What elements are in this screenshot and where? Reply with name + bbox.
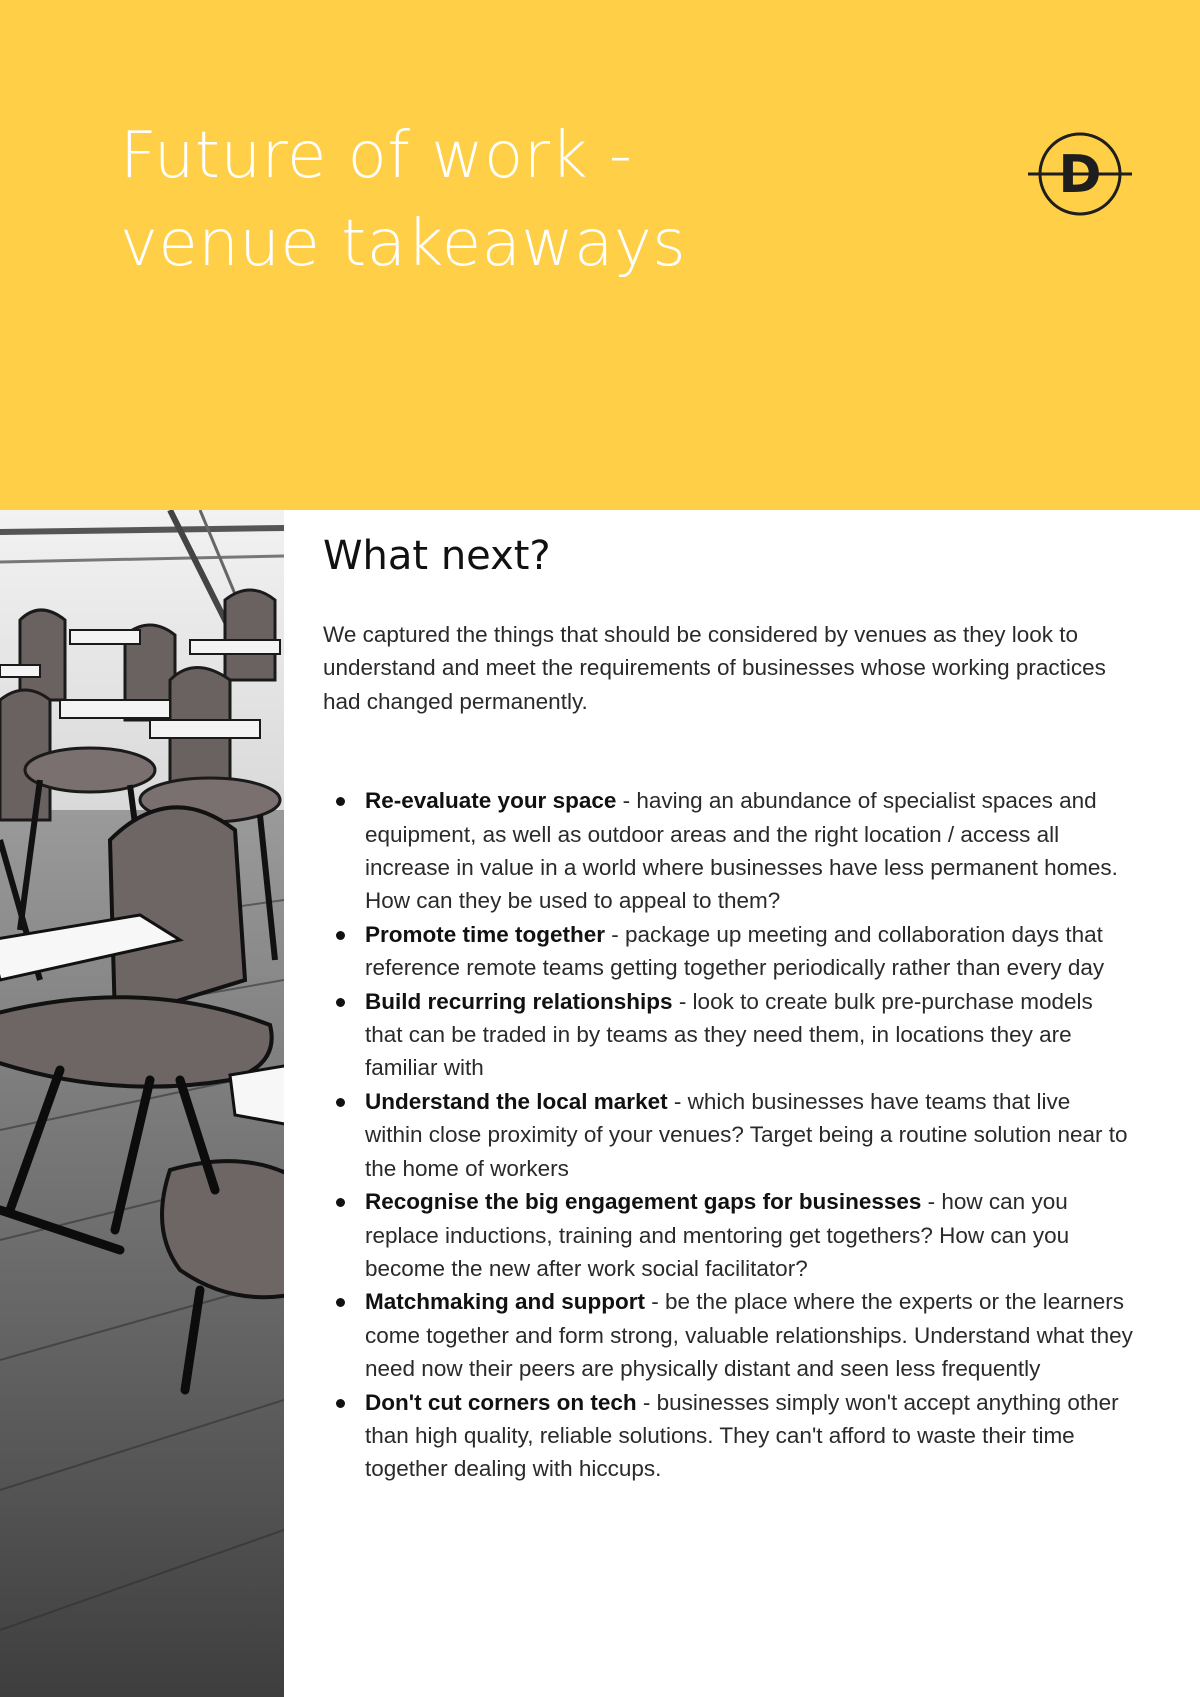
list-item xyxy=(323,985,1133,1085)
classroom-chairs-illustration xyxy=(0,510,284,1697)
list-item xyxy=(323,1085,1133,1185)
item-title: Recognise the big engagement gaps for businesses xyxy=(365,1189,922,1215)
item-text: - having an abundance of specialist spaces and equipment, as well as outdoor areas and the right location / access all increase in value in a world where businesses have less permanent homes. How can they be used to appeal to them? xyxy=(365,788,1118,914)
takeaway-list xyxy=(323,784,1133,1486)
item-text: - which businesses have teams that live within close proximity of your venues? Target being a routine solution near to the home of workers xyxy=(365,1088,1128,1181)
item-title: Matchmaking and support xyxy=(365,1289,646,1315)
main-content xyxy=(323,530,1133,1486)
header-banner xyxy=(0,0,1200,510)
brand-logo xyxy=(1028,128,1132,220)
item-title: Don't cut corners on tech xyxy=(365,1389,637,1415)
section-heading: What next? xyxy=(323,533,551,579)
logo-letter: D xyxy=(1058,145,1102,205)
list-item xyxy=(323,1285,1133,1385)
item-title: Re-evaluate your space xyxy=(365,788,617,814)
item-text: - businesses simply won't accept anything other than high quality, reliable solutions. They can't afford to waste their time together dealing with hiccups. xyxy=(365,1389,1119,1482)
item-text: - be the place where the experts or the learners come together and form strong, valuable relationships. Understand what they need now their peers are physically distant and seen less frequently xyxy=(365,1289,1133,1382)
item-title: Promote time together xyxy=(365,921,606,947)
list-item xyxy=(323,1386,1133,1486)
item-title: Understand the local market xyxy=(365,1088,668,1114)
item-text: - how can you replace inductions, training and mentoring get togethers? How can you become the new after work social facilitator? xyxy=(365,1189,1070,1281)
title-line-2: venue takeaways xyxy=(120,207,687,281)
title-line-1: Future of work - xyxy=(120,119,633,193)
list-item xyxy=(323,784,1133,918)
list-item xyxy=(323,918,1133,985)
list-item xyxy=(323,1185,1133,1285)
item-text: - look to create bulk pre-purchase models that can be traded in by teams as they need them, in locations they are familiar with xyxy=(365,988,1093,1081)
item-title: Build recurring relationships xyxy=(365,988,673,1014)
page-title xyxy=(120,112,920,288)
item-text: - package up meeting and collaboration days that reference remote teams getting together periodically rather than every day xyxy=(365,921,1105,981)
classroom-chairs-photo xyxy=(0,510,284,1697)
intro-paragraph: We captured the things that should be considered by venues as they look to understand and meet the requirements of businesses whose working practices had changed permanently. xyxy=(323,622,1106,714)
